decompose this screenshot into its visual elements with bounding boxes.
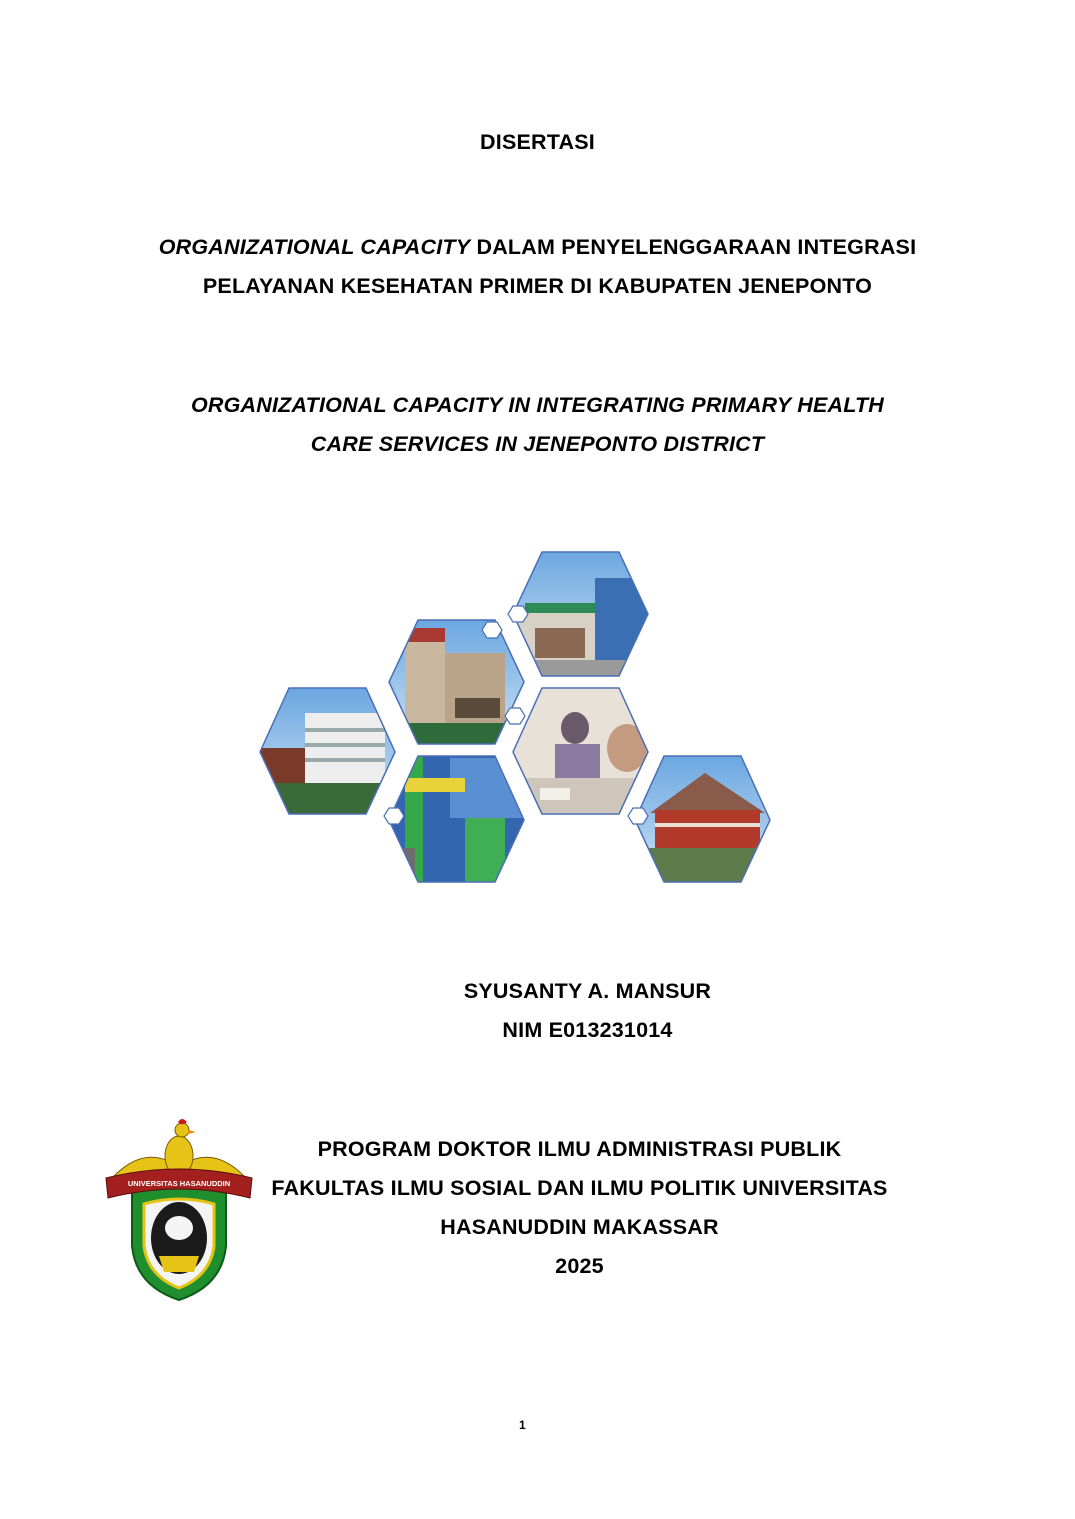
- photo-people-desk: [510, 686, 655, 818]
- photo-building-red: [630, 754, 775, 884]
- photo-building-tall: [385, 618, 530, 748]
- author-block: [50, 972, 1075, 1050]
- hexagon-photo-collage: [255, 548, 775, 888]
- title-indonesian: [0, 228, 1075, 306]
- logo-banner-text: UNIVERSITAS HASANUDDIN: [127, 1179, 231, 1188]
- author-name: SYUSANTY A. MANSUR: [463, 979, 712, 1003]
- institution-block: [42, 1130, 1075, 1286]
- page-number: 1: [519, 1418, 526, 1432]
- institution-line2: FAKULTAS ILMU SOSIAL DAN ILMU POLITIK UNIVERSITAS: [271, 1176, 888, 1200]
- photo-building-white: [255, 686, 400, 818]
- title-id-italic: ORGANIZATIONAL CAPACITY: [158, 235, 471, 259]
- title-id-rest: DALAM PENYELENGGARAAN INTEGRASI: [470, 235, 917, 259]
- title-english: [0, 386, 1075, 464]
- title-en-line2: CARE SERVICES IN JENEPONTO DISTRICT: [310, 432, 765, 456]
- title-en-line1: ORGANIZATIONAL CAPACITY IN INTEGRATING PRIMARY HEALTH: [190, 393, 885, 417]
- title-id-line2: PELAYANAN KESEHATAN PRIMER DI KABUPATEN JENEPONTO: [202, 274, 873, 298]
- institution-year: 2025: [555, 1254, 604, 1278]
- doc-type: DISERTASI: [480, 130, 595, 154]
- institution-line3: HASANUDDIN MAKASSAR: [440, 1215, 719, 1239]
- institution-line1: PROGRAM DOKTOR ILMU ADMINISTRASI PUBLIK: [317, 1137, 842, 1161]
- author-nim: NIM E013231014: [502, 1018, 673, 1042]
- photo-building-glass: [385, 754, 530, 884]
